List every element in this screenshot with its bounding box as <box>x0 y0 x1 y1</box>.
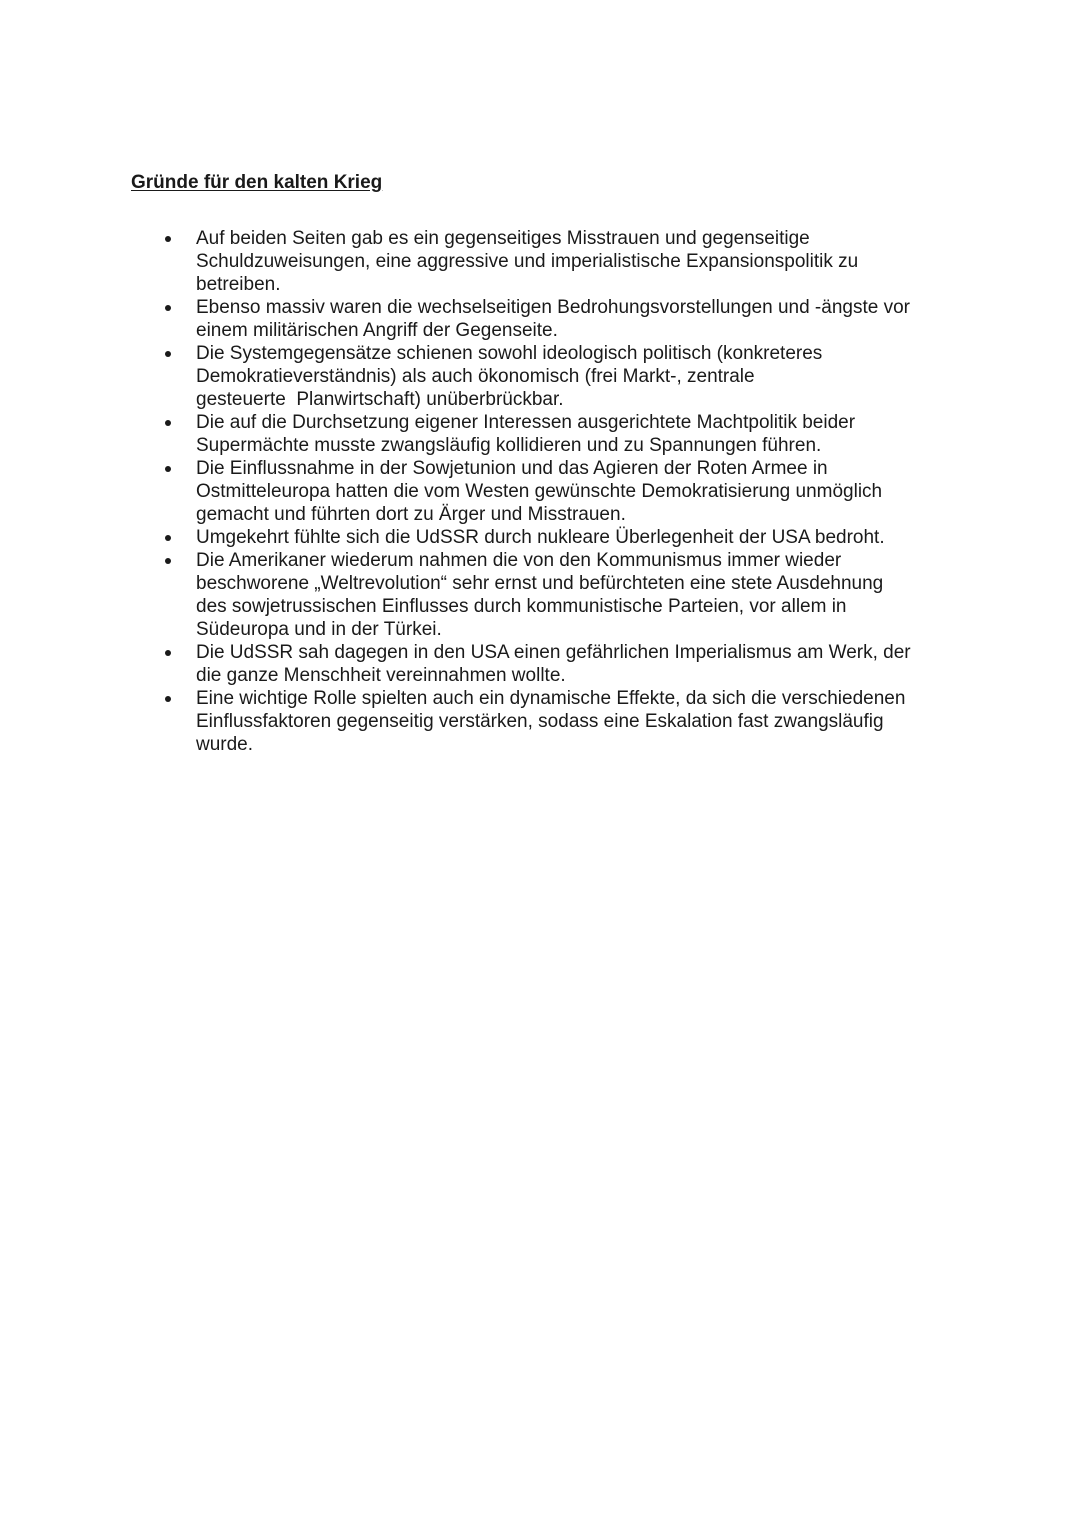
list-item-line: Die Amerikaner wiederum nahmen die von den Kommunismus immer wieder <box>196 550 842 571</box>
list-item <box>196 549 966 641</box>
bullet-icon <box>165 305 171 311</box>
list-item-line: des sowjetrussischen Einflusses durch kommunistische Parteien, vor allem in <box>196 596 847 617</box>
list-item <box>196 641 966 687</box>
list-item <box>196 457 966 526</box>
list-item <box>196 342 966 411</box>
list-item-line: beschworene „Weltrevolution“ sehr ernst und befürchteten eine stete Ausdehnung <box>196 573 884 594</box>
list-item-line: Auf beiden Seiten gab es ein gegenseitiges Misstrauen und gegenseitige <box>196 228 810 249</box>
bullet-icon <box>165 558 171 564</box>
list-item <box>196 227 966 296</box>
list-item-line: betreiben. <box>196 274 281 295</box>
document-title: Gründe für den kalten Krieg <box>131 172 383 193</box>
list-item-line: Schuldzuweisungen, eine aggressive und imperialistische Expansionspolitik zu <box>196 251 859 272</box>
list-item-line: Die UdSSR sah dagegen in den USA einen gefährlichen Imperialismus am Werk, der <box>196 642 911 663</box>
bullet-icon <box>165 351 171 357</box>
bullet-icon <box>165 236 171 242</box>
bullet-icon <box>165 535 171 541</box>
list-item-line: die ganze Menschheit vereinnahmen wollte. <box>196 665 566 686</box>
list-item-line: Demokratieverständnis) als auch ökonomisch (frei Markt-, zentrale <box>196 366 755 387</box>
list-item-line: wurde. <box>196 734 254 755</box>
list-item-line: Ebenso massiv waren die wechselseitigen Bedrohungsvorstellungen und -ängste vor <box>196 297 910 318</box>
list-item <box>196 296 966 342</box>
list-item-line: Die auf die Durchsetzung eigener Interessen ausgerichtete Machtpolitik beider <box>196 412 856 433</box>
list-item-line: Supermächte musste zwangsläufig kollidieren und zu Spannungen führen. <box>196 435 822 456</box>
list-item <box>196 411 966 457</box>
list-item-line: einem militärischen Angriff der Gegenseite. <box>196 320 558 341</box>
list-item-line: Die Einflussnahme in der Sowjetunion und das Agieren der Roten Armee in <box>196 458 828 479</box>
list-item-line: Südeuropa und in der Türkei. <box>196 619 442 640</box>
list-item-line: Ostmitteleuropa hatten die vom Westen gewünschte Demokratisierung unmöglich <box>196 481 883 502</box>
list-item-line: gesteuerte Planwirtschaft) unüberbrückbar. <box>196 389 564 410</box>
list-item-line: Eine wichtige Rolle spielten auch ein dynamische Effekte, da sich die verschiedenen <box>196 688 906 709</box>
list-item-line: Umgekehrt fühlte sich die UdSSR durch nukleare Überlegenheit der USA bedroht. <box>196 527 885 548</box>
bullet-icon <box>165 650 171 656</box>
bullet-icon <box>165 466 171 472</box>
bullet-icon <box>165 696 171 702</box>
list-item-line: gemacht und führten dort zu Ärger und Misstrauen. <box>196 504 626 525</box>
reasons-list <box>196 227 966 756</box>
bullet-icon <box>165 420 171 426</box>
list-item <box>196 687 966 756</box>
list-item <box>196 526 966 549</box>
list-item-line: Einflussfaktoren gegenseitig verstärken, sodass eine Eskalation fast zwangsläufig <box>196 711 884 732</box>
list-item-line: Die Systemgegensätze schienen sowohl ideologisch politisch (konkreteres <box>196 343 823 364</box>
